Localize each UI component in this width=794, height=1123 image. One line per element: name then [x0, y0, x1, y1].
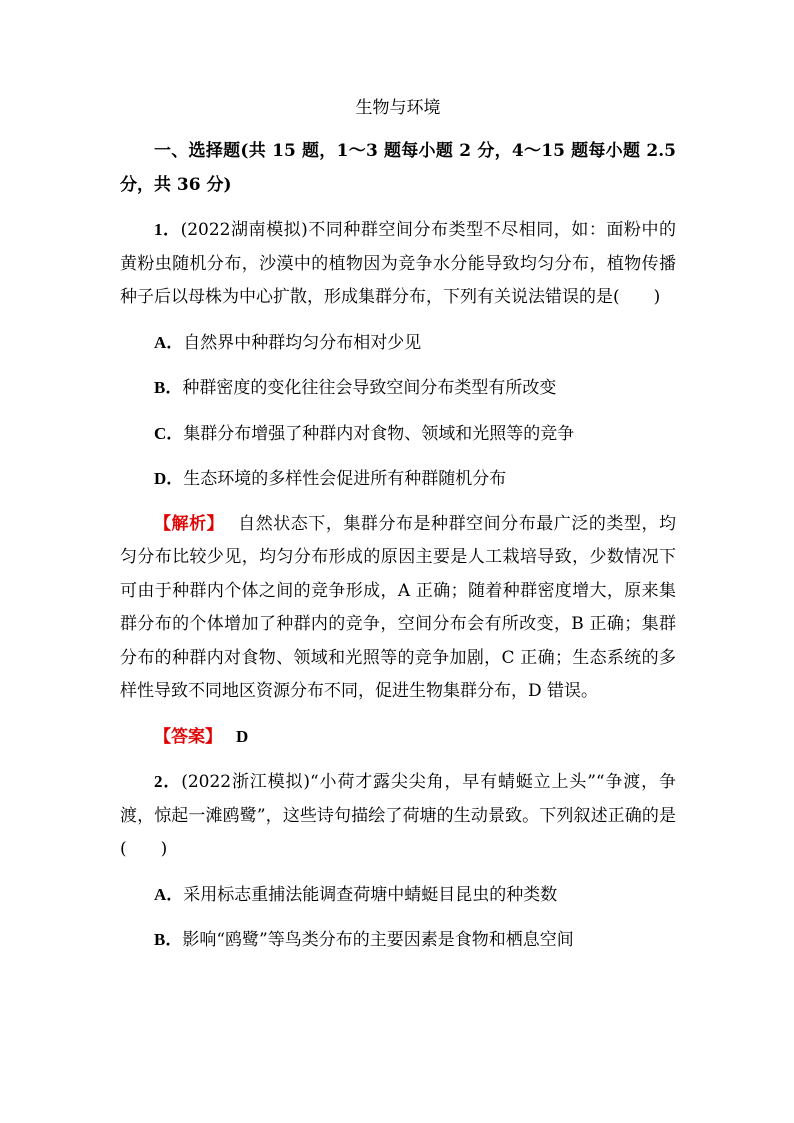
question-1-analysis: [120, 508, 676, 709]
question-1-text: (2022湖南模拟)不同种群空间分布类型不尽相同，如：面粉中的黄粉虫随机分布，沙漠中的植物因为竞争水分能导致均匀分布，植物传播种子后以母株为中心扩散，形成集群分布，下列有关说法错误的是( ): [120, 220, 677, 307]
question-1-option-b: [120, 371, 676, 406]
analysis-text: 自然状态下，集群分布是种群空间分布最广泛的类型，均匀分布比较少见，均匀分布形成的原因主要是人工栽培导致，少数情况下可由于种群内个体之间的竞争形成，A 正确；随着种群密度增大，原来集群分布的个体增加了种群内的竞争，空间分布会有所改变，B 正确；集群分布的种群内对食物、领域和光照等的竞争加剧，C 正确；生态系统的多样性导致不同地区资源分布不同，促进生物集群分布，D 错误。: [120, 513, 677, 701]
option-text: 采用标志重捕法能调查荷塘中蜻蜓目昆虫的种类数: [183, 884, 558, 905]
section-heading: 一、选择题(共 15 题，1～3 题每小题 2 分，4～15 题每小题 2.5 分，共 36 分): [120, 141, 676, 195]
question-2-stem: [120, 765, 676, 867]
question-1-option-c: [120, 417, 676, 452]
option-text: 集群分布增强了种群内对食物、领域和光照等的竞争: [183, 423, 575, 444]
question-2-option-a: [120, 878, 676, 913]
option-letter: D．: [154, 469, 184, 488]
answer-tag: 【答案】: [154, 726, 222, 747]
option-text: 生态环境的多样性会促进所有种群随机分布: [183, 469, 507, 489]
question-1-option-a: [120, 326, 676, 361]
option-letter: A．: [154, 884, 184, 904]
option-text: 自然界中种群均匀分布相对少见: [183, 332, 422, 353]
option-text: 种群密度的变化往往会导致空间分布类型有所改变: [182, 378, 557, 398]
option-letter: B．: [154, 378, 183, 397]
option-text: 影响“鸥鹭”等鸟类分布的主要因素是食物和栖息空间: [182, 930, 574, 950]
option-letter: C．: [154, 423, 184, 443]
question-2-number: 2．: [154, 772, 182, 791]
page-title: 生物与环境: [355, 98, 441, 118]
option-letter: B．: [154, 930, 183, 949]
question-1-number: 1．: [154, 220, 181, 239]
question-1-answer: [120, 720, 676, 755]
question-1-option-d: [120, 462, 676, 497]
question-2-text: (2022浙江模拟)“小荷才露尖尖角，早有蜻蜓立上头”“争渡，争渡，惊起一滩鸥鹭”，这些诗句描绘了荷塘的生动景致。下列叙述正确的是( ): [120, 772, 676, 859]
question-2-option-b: [120, 923, 676, 958]
answer-value: D: [236, 726, 249, 746]
document-page: [120, 92, 676, 969]
question-1-stem: [120, 213, 676, 315]
analysis-tag: 【解析】: [154, 513, 225, 534]
option-letter: A．: [154, 332, 184, 352]
